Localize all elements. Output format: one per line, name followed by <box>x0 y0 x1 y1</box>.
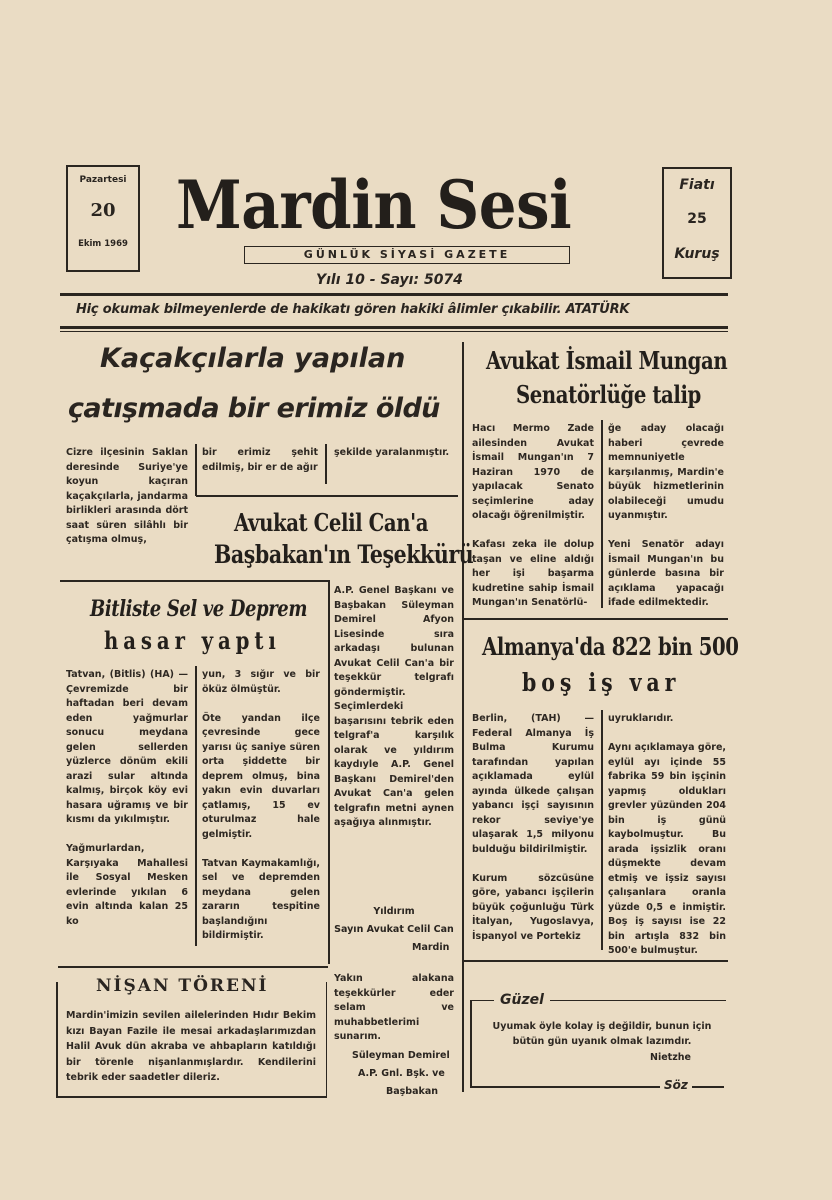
telegram-type: Yıldırım <box>373 906 415 917</box>
kacakci-col-2: bir erimiz şehit edilmiş, bir er de ağır <box>202 447 318 473</box>
motto-bottom-rule-2 <box>60 331 728 332</box>
price-box <box>662 167 732 279</box>
motto-top-rule <box>60 293 728 296</box>
almanya-col-2: uyruklarıdır. Aynı açıklamaya göre, eylül ayı içinde 55 fabrika 59 bin işçinin yapmış oldukları grevler yüzünden 204 bin iş günü kaybolmuştur. Bu arada işsizlik oranı düşmekte devam etmiş ve işsiz sayısı çalışanlara oranla yüzde 0,5 e inmiştir. Boş iş sayısı ise 22 bin artışla 832 bin 500'e bulmuştur. <box>608 713 726 956</box>
motto: Hiç okumak bilmeyenlerde de hakikatı gören hakiki âlimler çıkabilir. ATATÜRK <box>76 302 630 317</box>
almanya-col-1: Berlin, (TAH) — Federal Almanya İş Bulma Kurumu tarafından yapılan açıklamada eylül ayında ülkede çalışan yabancı işçi sayısının rekor seviye'ye ulaşarak 1,5 milyonu bulduğu bildirilmiştir. Kurum sözcüsüne göre, yabancı işçilerin büyük çoğunluğu Türk İtalyan, Yugoslavya, İspanyol ve Portekiz <box>472 713 594 942</box>
day-label: Pazartesi <box>79 175 127 185</box>
nisan-heading: NİŞAN TÖRENİ <box>90 976 274 996</box>
date-number: 20 <box>90 200 116 221</box>
telegram-body: Yakın alakana teşekkürler eder selam ve muhabbetlerimi sunarım. <box>334 973 454 1042</box>
nisan-body: Mardin'imizin sevilen ailelerinden Hıdır Bekim kızı Bayan Fazile ile mesai arkadaşlarımızdan Halil Avuk dün akraba ve ahbapların katıldığı bir törenle nişanlanmışlardır. Kendilerini tebrik eder saadetler dileriz. <box>66 1010 316 1083</box>
bitlis-headline-2: hasar yaptı <box>104 626 281 655</box>
main-column-divider <box>462 342 464 1092</box>
celil-headline-2: Başbakan'ın Teşekkürü <box>214 540 474 569</box>
guzel-footer: Söz <box>660 1078 692 1092</box>
date-box <box>66 165 140 272</box>
kacakci-divider-2 <box>325 444 327 484</box>
bitlis-top-rule <box>60 580 328 582</box>
celil-headline-1: Avukat Celil Can'a <box>234 508 429 537</box>
issue-number: Yılı 10 - Sayı: 5074 <box>316 272 463 288</box>
subtitle: GÜNLÜK SİYASİ GAZETE <box>303 248 511 261</box>
mungan-headline-1: Avukat İsmail Mungan <box>486 346 728 375</box>
kacakci-headline-1: Kaçakçılarla yapılan <box>100 343 406 374</box>
almanya-headline-2: boş iş var <box>522 668 681 697</box>
subtitle-box <box>244 246 570 264</box>
nisan-top-rule <box>58 966 328 968</box>
month-year: Ekim 1969 <box>78 239 128 249</box>
bitlis-headline-1: Bitliste Sel ve Deprem <box>90 596 308 622</box>
kacakci-headline-2: çatışmada bir erimiz öldü <box>68 393 440 424</box>
price-label: Fiatı <box>679 177 715 193</box>
mungan-col-1: Hacı Mermo Zade ailesinden Avukat İsmail Mungan'ın 7 Haziran 1970 de yapılacak Senato seçimlerine aday olacağı öğrenilmiştir. Kafası zeka ile dolup taşan ve eline aldığı her işi başarma kudretine sahip İsmail Mungan'ın Senatörlü- <box>472 423 594 608</box>
signature-title: A.P. Gnl. Bşk. ve <box>358 1068 445 1079</box>
bitlis-col-1: Tatvan, (Bitlis) (HA) — Çevremizde bir haftadan beri devam eden yağmurlar sonucu meydana gelen sellerden yüzlerce dönüm ekili arazi sular altında kalmış, birçok köy evi hasara uğramış ve bir kısmı da yıkılmıştır. Yağmurlardan, Karşıyaka Mahallesi ile Sosyal Mesken evlerinde yıkılan 6 evin altında kalan 25 ko <box>66 669 188 927</box>
bitlis-col-divider <box>195 666 197 946</box>
bitlis-right-divider <box>328 580 330 964</box>
mungan-col-2: ğe aday olacağı haberi çevrede memnuniyetle karşılanmış, Mardin'e büyük hizmetlerinin olabileceği umudu uyanmıştır. Yeni Senatör adayı İsmail Mungan'ın bu günlerde basına bir açıklama yapacağı ifade edilmektedir. <box>608 423 724 608</box>
newspaper-title: Mardin Sesi <box>176 166 572 244</box>
guzel-author: Nietzhe <box>650 1052 691 1063</box>
celil-body: A.P. Genel Başkanı ve Başbakan Süleyman Demirel Afyon Lisesinde sıra arkadaşı bulunan Avukat Celil Can'a bir teşekkür telgrafı göndermiştir. Seçimlerdeki başarısını tebrik eden telgraf'a karşılık olarak ve yıldırım kaydıyle A.P. Genel Başkanı Demirel'den Avukat Can'a gelen telgrafın metni aynen aşağıya alınmıştır. <box>334 585 454 828</box>
kacakci-col-3: şekilde yaralanmıştır. <box>334 447 450 458</box>
bitlis-col-2: yun, 3 sığır ve bir öküz ölmüştür. Öte yandan ilçe çevresinde gece yarısı üç saniye süren orta şiddette bir deprem olmuş, bina yakın evin duvarları çatlamış, 15 ev oturulmaz hale gelmiştir. Tatvan Kaymakamlığı, sel ve depremden meydana gelen zararın tespitine başlandığını bildirmiştir. <box>202 669 320 941</box>
motto-bottom-rule <box>60 326 728 329</box>
almanya-col-divider <box>601 710 603 950</box>
signature-role: Başbakan <box>386 1086 439 1097</box>
price-value: 25 <box>687 211 707 227</box>
signature-name: Süleyman Demirel <box>352 1050 450 1061</box>
almanya-headline-1: Almanya'da 822 bin 500 <box>482 632 739 661</box>
price-unit: Kuruş <box>674 246 720 262</box>
kacakci-col-1: Cizre ilçesinin Saklan deresinde Suriye'ye koyun kaçıran kaçakçılarla, jandarma birlikleri arasında dört saat süren silâhlı bir çatışma olmuş, <box>66 447 188 545</box>
guzel-top-rule <box>464 960 728 962</box>
guzel-heading: Güzel <box>494 992 550 1008</box>
mungan-col-divider <box>601 420 603 608</box>
almanya-top-rule <box>464 618 728 620</box>
mungan-headline-2: Senatörlüğe talip <box>516 380 701 409</box>
telegram-city: Mardin <box>412 942 450 953</box>
guzel-body: Uyumak öyle kolay iş değildir, bunun için bütün gün uyanık olmak lazımdır. <box>492 1021 712 1047</box>
kacakci-divider-1 <box>195 444 197 496</box>
celil-top-rule <box>196 495 458 497</box>
telegram-to: Sayın Avukat Celil Can <box>334 924 454 935</box>
